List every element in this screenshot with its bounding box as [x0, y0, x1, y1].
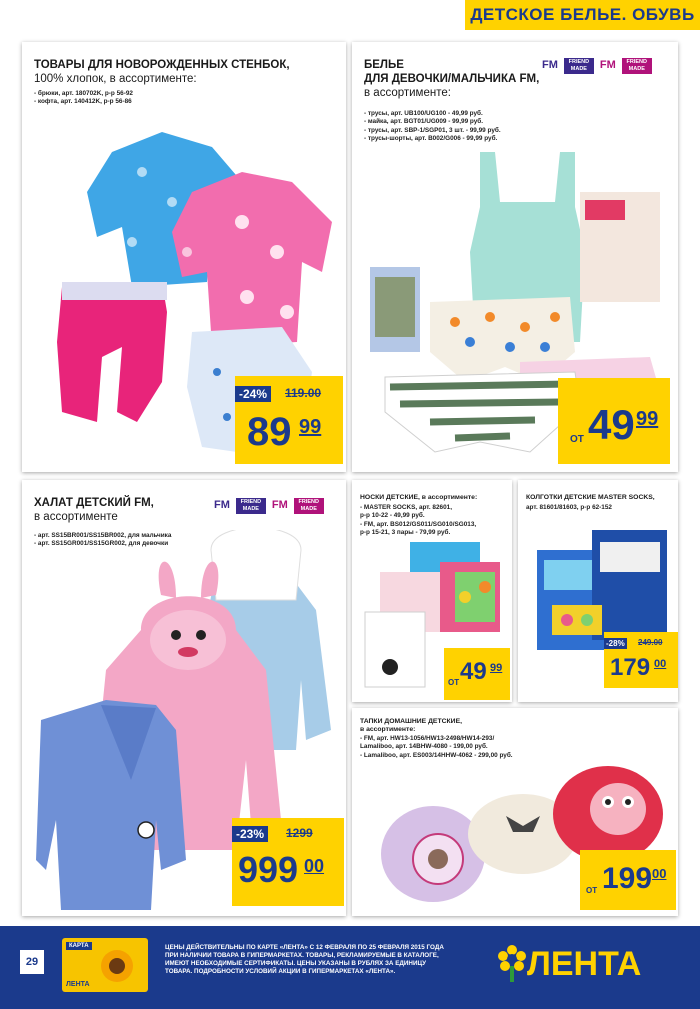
list-item: - майка, арт. BGT01/UG009 - 99,99 руб. [364, 118, 483, 126]
logo-text: ЛЕНТА [527, 945, 642, 983]
panel-robe [22, 480, 346, 916]
newborn-heading-line2: 100% хлопок, в ассортименте: [34, 73, 197, 85]
old-price: 1299 [286, 826, 313, 840]
discount-badge: -28% [606, 639, 625, 648]
discount-badge: -24% [235, 386, 271, 402]
friend-made-logo: FRIEND MADE [294, 498, 324, 514]
price-from-label: ОТ [586, 886, 598, 895]
robe-price-tag [232, 818, 344, 906]
list-item: - кофта, арт. 140412K, р-р 56-86 [34, 98, 132, 106]
loyalty-card-image [62, 938, 148, 992]
price-cents: 99 [490, 662, 503, 674]
underwear-heading [364, 58, 544, 100]
panel-newborn [22, 42, 346, 472]
price-from-label: ОТ [448, 678, 460, 687]
underwear-heading-line3: в ассортименте: [364, 87, 451, 99]
list-item: - MASTER SOCKS, арт. 82601, [360, 504, 452, 511]
section-title: ДЕТСКОЕ БЕЛЬЕ. ОБУВЬ [465, 0, 700, 30]
socks-heading: НОСКИ ДЕТСКИЕ, в ассортименте: [360, 494, 478, 501]
socks-price-tag [444, 648, 510, 700]
fm-logo: FM [214, 499, 230, 511]
list-item: - FM, арт. HW13-1056/HW13-2498/HW14-293/ [360, 735, 495, 742]
list-item: р-р 15-21, 3 пары - 79,99 руб. [360, 529, 451, 537]
price-main: 49 [588, 401, 635, 448]
underwear-price-tag [558, 378, 670, 464]
underwear-item-list [364, 110, 501, 144]
list-item: - трусы, арт. UB100/UG100 - 49,99 руб. [364, 110, 483, 117]
newborn-heading-line1: ТОВАРЫ ДЛЯ НОВОРОЖДЕННЫХ СТЕНБОК, [34, 59, 290, 71]
friend-made-logo: FRIEND MADE [564, 58, 594, 74]
footer-disclaimer: ЦЕНЫ ДЕЙСТВИТЕЛЬНЫ ПО КАРТЕ «ЛЕНТА» С 12 ФЕВРАЛЯ ПО 25 ФЕВРАЛЯ 2015 ГОДА ПРИ НАЛИЧИИ ТОВАРА В ГИПЕРМАРКЕТАХ. ТОВАРЫ, РЕКЛАМИРУЕМЫЕ В КАТАЛОГЕ, ИМЕЮТ НЕОБХОДИМЫЕ СЕРТИФИКАТЫ. ЦЕНЫ УКАЗАНЫ В РУБЛЯХ ЗА ЕДИНИЦУ ТОВАРА. ПОДРОБНОСТИ УСЛОВИЙ АКЦИИ В ГИПЕРМАРКЕТАХ «ЛЕНТА». [165, 944, 444, 975]
card-label: КАРТА [66, 942, 92, 950]
list-item: - Lamaliboo, арт. ES003/14HHW-4062 - 299,00 руб. [360, 751, 513, 759]
price-from-label: ОТ [570, 434, 584, 445]
footer [0, 926, 700, 1009]
newborn-item-list [34, 90, 133, 107]
fm-logo: FM [271, 499, 288, 511]
price-main: 179 [610, 654, 651, 681]
friend-made-logo: FRIEND MADE [236, 498, 266, 514]
brand-logos [540, 58, 652, 74]
card-brand: ЛЕНТА [66, 981, 90, 988]
robe-heading-line2: в ассортименте [34, 511, 118, 523]
brand-logos [212, 498, 324, 514]
list-item: - трусы, арт. SBP-1/SGP01, 3 шт. - 99,99 руб. [364, 126, 501, 134]
old-price: 249.00 [638, 638, 663, 647]
list-item: - FM, арт. BS012/GS011/SG010/SG013, [360, 520, 477, 528]
friend-made-logo: FRIEND MADE [622, 58, 652, 74]
price-cents: 99 [299, 416, 322, 438]
price-main: 199 [602, 862, 653, 895]
panel-socks [352, 480, 512, 702]
slippers-price-tag [580, 850, 676, 910]
tights-heading: КОЛГОТКИ ДЕТСКИЕ MASTER SOCKS, [526, 494, 655, 501]
price-main: 999 [238, 849, 299, 890]
slippers-heading-line1: ТАПКИ ДОМАШНИЕ ДЕТСКИЕ, [360, 718, 462, 725]
discount-badge: -23% [232, 826, 268, 842]
price-main: 49 [460, 658, 487, 685]
top-bar [0, 0, 700, 30]
panel-slippers [352, 708, 678, 916]
price-cents: 99 [636, 408, 659, 430]
list-item: - трусы-шорты, арт. B002/G006 - 99,99 руб. [364, 135, 498, 143]
socks-item-list [360, 504, 476, 538]
price-cents: 00 [652, 866, 667, 881]
newborn-heading [34, 58, 334, 86]
list-item: Lamaliboo, арт. 14BHW-4080 - 199,00 руб. [360, 743, 488, 751]
fm-logo: FM [599, 59, 616, 71]
slippers-heading-line2: в ассортименте: [360, 726, 416, 733]
underwear-heading-line2: ДЛЯ ДЕВОЧКИ/МАЛЬЧИКА FM, [364, 73, 540, 85]
old-price: 119.00 [285, 386, 322, 400]
robe-heading-line1: ХАЛАТ ДЕТСКИЙ FM, [34, 497, 154, 509]
page-number: 29 [20, 950, 44, 974]
tights-item-list [526, 504, 612, 512]
fm-logo: FM [542, 59, 558, 71]
list-item: - арт. SS15GR001/SS15GR002, для девочки [34, 540, 169, 548]
newborn-price-tag [235, 376, 343, 464]
robe-heading [34, 496, 214, 524]
list-item: - брюки, арт. 180702K, р-р 56-92 [34, 90, 133, 97]
price-main: 89 [247, 410, 292, 454]
underwear-heading-line1: БЕЛЬЕ [364, 59, 404, 71]
slippers-heading [360, 718, 580, 734]
list-item: арт. 81601/81603, р-р 62-152 [526, 504, 612, 511]
panel-tights [518, 480, 678, 702]
panel-underwear [352, 42, 678, 472]
list-item: - арт. SS15BR001/SS15BR002, для мальчика [34, 532, 172, 539]
flower-logo-icon [497, 944, 527, 984]
list-item: р-р 10-22 - 49,99 руб. [360, 512, 425, 520]
price-cents: 00 [304, 856, 325, 876]
price-cents: 00 [654, 658, 667, 670]
lenta-logo [497, 944, 657, 984]
tights-price-tag [604, 632, 678, 688]
